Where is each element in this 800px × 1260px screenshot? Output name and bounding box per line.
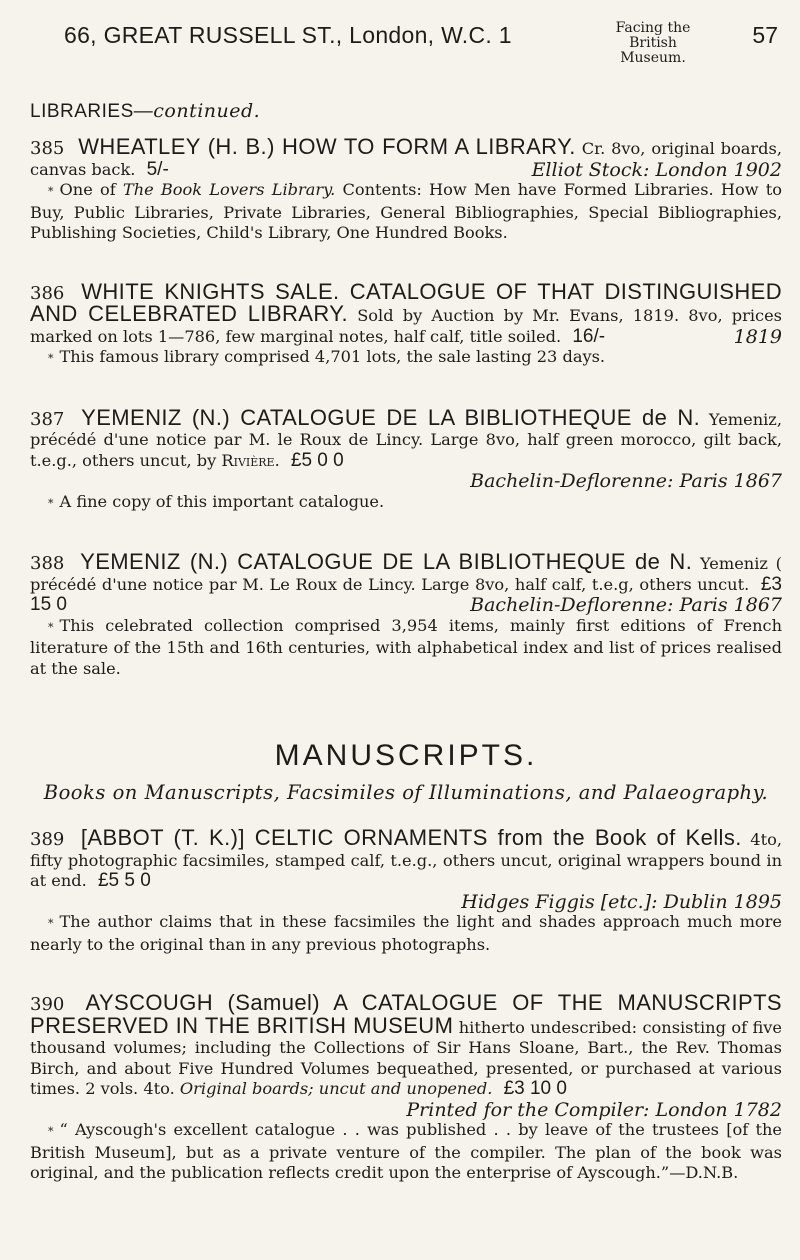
entry-price: £3 10 0 xyxy=(503,1078,567,1099)
entry-title: [ABBOT (T. K.)] CELTIC ORNAMENTS from the Book of Kells. xyxy=(80,825,742,850)
entry-note: * This famous library comprised 4,701 lots, the sale lasting 23 days. xyxy=(48,347,606,366)
entry-description: Sold by Auction by Mr. Evans, 1819. 8vo, prices marked on lots 1—786, few marginal notes, half calf, title soiled. xyxy=(30,306,782,346)
entry-price: 16/- xyxy=(572,325,606,347)
entry-number: 388 xyxy=(30,553,65,574)
entry-number: 386 xyxy=(30,282,65,304)
entry-price: £5 0 0 xyxy=(290,449,344,471)
entry-publisher: Printed for the Compiler: London 1782 xyxy=(406,1098,782,1121)
page-number: 57 xyxy=(752,22,778,48)
entry-note: * The author claims that in these facsimiles the light and shades approach much more nearly to the original than in any previous photographs. xyxy=(30,912,782,954)
header-facing: Facing the British Museum. xyxy=(615,20,691,66)
entry-description: Cr. 8vo, original boards, canvas back. xyxy=(30,139,782,179)
entry-description: 4to, fifty photographic facsimiles, stamped calf, t.e.g., others uncut, original wrappers bound in at end. xyxy=(30,830,782,890)
entry-number: 390 xyxy=(30,994,65,1015)
entry-description: hitherto undescribed: consisting of five thousand volumes; including the Collections of Sir Hans Sloane, Bart., the Rev. Thomas Birch, and about Five Hundred Volumes bequeathed, presented, or purchased at various times. 2 vols. 4to. xyxy=(30,1017,783,1098)
catalogue-entry-387 xyxy=(30,404,782,515)
asterism-icon: * xyxy=(48,1125,54,1138)
entry-binder: Rivière. xyxy=(221,450,280,470)
entry-price: £3 15 0 xyxy=(30,573,782,615)
asterism-icon: * xyxy=(48,917,54,930)
entry-price: 5/- xyxy=(146,158,169,180)
asterism-icon: * xyxy=(48,352,54,365)
entry-publisher: Elliot Stock: London 1902 xyxy=(531,158,782,181)
catalogue-entry-385 xyxy=(30,134,782,244)
entry-publisher: Hidges Figgis [etc.]: Dublin 1895 xyxy=(461,890,782,913)
entry-title: WHITE KNIGHTS SALE. CATALOGUE OF THAT DISTINGUISHED AND CELEBRATED LIBRARY. xyxy=(30,278,782,326)
entry-publisher: 1819 xyxy=(733,325,782,348)
entry-title: YEMENIZ (N.) CATALOGUE DE LA BIBLIOTHEQUE de N. xyxy=(80,549,693,574)
catalogue-entry-388 xyxy=(30,549,782,679)
section-heading-manuscripts: MANUSCRIPTS. xyxy=(274,739,538,772)
header-address: 66, GREAT RUSSELL ST., London, W.C. 1 xyxy=(64,22,512,48)
asterism-icon: * xyxy=(48,496,54,510)
page-header xyxy=(30,18,782,66)
catalogue-page xyxy=(30,18,782,1222)
catalogue-entry-390 xyxy=(30,990,783,1184)
entry-note: * “ Ayscough's excellent catalogue . . was published . . by leave of the trustees [of the British Museum], but as a private venture of the compiler. The plan of the book was original, and the publication reflects credit upon the enterprise of Ayscough.”—D.N.B. xyxy=(30,1120,782,1182)
entry-price: £5 5 0 xyxy=(97,870,151,891)
asterism-icon: * xyxy=(48,620,54,634)
section-subtitle: Books on Manuscripts, Facsimiles of Illuminations, and Palaeography. xyxy=(43,781,769,804)
entry-description: Yemeniz ( précédé d'une notice par M. Le Roux de Lincy. Large 8vo, half calf, t.e.g, others uncut. xyxy=(30,554,782,594)
catalogue-entry-386 xyxy=(30,278,782,370)
entry-publisher: Bachelin-Deflorenne: Paris 1867 xyxy=(470,470,782,492)
section-heading-libraries: LIBRARIES—continued. xyxy=(30,100,261,122)
entry-description: Yemeniz, précédé d'une notice par M. le Roux de Lincy. Large 8vo, half green morocco, gilt back, t.e.g., others uncut, by xyxy=(30,409,782,470)
entry-publisher: Bachelin-Deflorenne: Paris 1867 xyxy=(470,594,782,616)
entry-binding: Original boards; uncut and unopened. xyxy=(179,1079,493,1098)
catalogue-entry-389 xyxy=(30,825,782,955)
entry-note: * A fine copy of this important catalogue. xyxy=(48,491,385,511)
entry-note: * This celebrated collection comprised 3,954 items, mainly first editions of French literature of the 15th and 16th centuries, with alphabetical index and list of prices realised at the sale. xyxy=(30,615,782,678)
entry-number: 389 xyxy=(30,829,65,850)
entry-number: 385 xyxy=(30,138,65,159)
entry-note: * One of The Book Lovers Library. Contents: How Men have Formed Libraries. How to Buy, Public Libraries, Private Libraries, General Bibliographies, Special Bibliographies, Publishing Societies, Child's Library, One Hundred Books. xyxy=(30,180,782,242)
entry-title: WHEATLEY (H. B.) HOW TO FORM A LIBRARY. xyxy=(78,134,576,159)
entry-number: 387 xyxy=(30,408,65,430)
entry-title: AYSCOUGH (Samuel) A CATALOGUE OF THE MANUSCRIPTS PRESERVED IN THE BRITISH MUSEUM xyxy=(30,990,782,1038)
asterism-icon: * xyxy=(48,185,54,198)
entry-title: YEMENIZ (N.) CATALOGUE DE LA BIBLIOTHEQUE de N. xyxy=(81,404,701,430)
